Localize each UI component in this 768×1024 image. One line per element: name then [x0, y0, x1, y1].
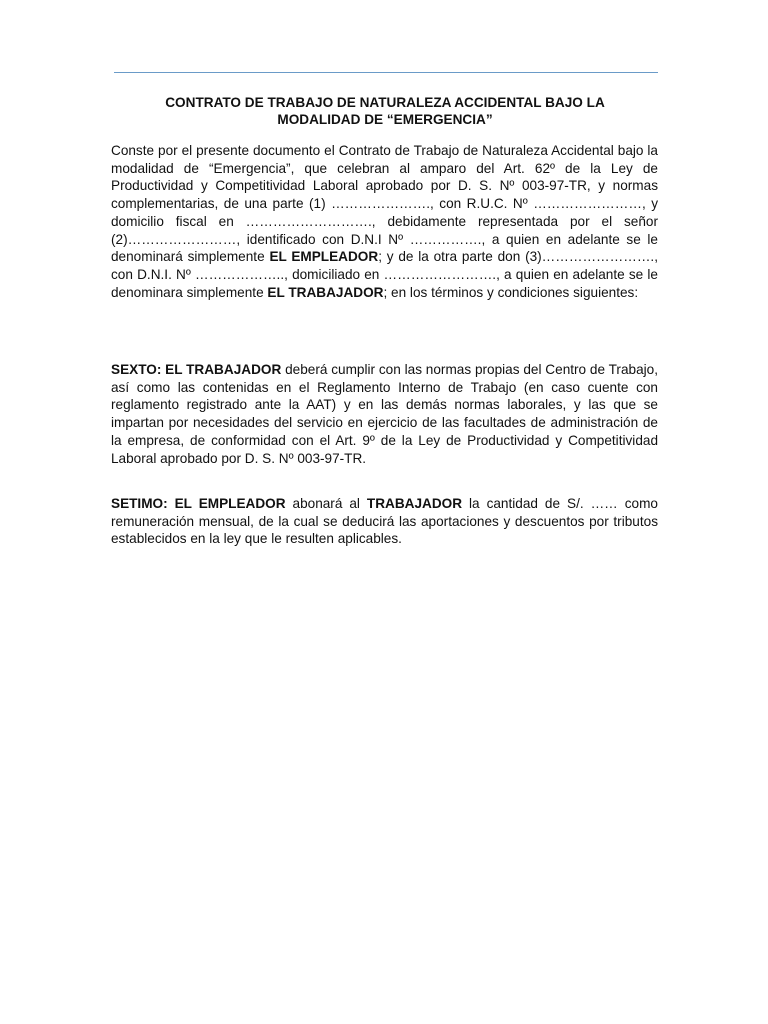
setimo-text-2: la cantidad de S/. …… como remuneración mensual, de la cual se deducirá las aportaciones y descuentos por tributos establecidos en la ley que le resulten aplicables. — [111, 496, 658, 547]
setimo-heading: SETIMO: EL EMPLEADOR — [111, 496, 286, 511]
intro-bold-employer: EL EMPLEADOR — [269, 249, 379, 265]
header-rule — [114, 72, 658, 73]
clause-sexto — [111, 361, 658, 467]
intro-text-1: Conste por el presente documento el Contrato de Trabajo de Naturaleza Accidental bajo la modalidad de “Emergencia”, que celebran al amparo del Art. 62º de la Ley de Productividad y Competitividad Laboral aprobado por D. S. Nº 003-97-TR, y normas complementarias, de una parte (1) …………………., con R.U.C. Nº ……………………, y domicilio fiscal en ………………………., debidamente representada por el señor (2)……………………, identificado con D.N.I Nº ……………., a quien en adelante se le denominará simplemente — [111, 143, 658, 265]
intro-bold-worker: EL TRABAJADOR — [267, 284, 384, 300]
contract-title — [112, 94, 658, 128]
clause-setimo — [111, 495, 658, 548]
title-line-1: CONTRATO DE TRABAJO DE NATURALEZA ACCIDENTAL BAJO LA — [165, 95, 605, 110]
sexto-text: deberá cumplir con las normas propias del Centro de Trabajo, así como las contenidas en el Reglamento Interno de Trabajo (en caso cuente con reglamento registrado ante la AAT) y en las demás normas laborales, y las que se impartan por necesidades del servicio en ejercicio de las facultades de administración de la empresa, de conformidad con el Art. 9º de la Ley de Productividad y Competitividad Laboral aprobado por D. S. Nº 003-97-TR. — [111, 362, 658, 466]
sexto-heading: SEXTO: EL TRABAJADOR — [111, 362, 282, 377]
setimo-text-1: abonará al — [285, 496, 367, 511]
title-line-2: MODALIDAD DE “EMERGENCIA” — [277, 112, 493, 127]
intro-paragraph — [111, 142, 658, 301]
intro-text-3: ; en los términos y condiciones siguientes: — [383, 284, 639, 300]
setimo-bold-worker: TRABAJADOR — [366, 496, 463, 511]
intro-text-2: ; y de la otra parte don (3)……………………., con D.N.I. Nº ……………….., domiciliado en ……………………., a quien en adelante se le denominara simplemente — [111, 249, 658, 300]
